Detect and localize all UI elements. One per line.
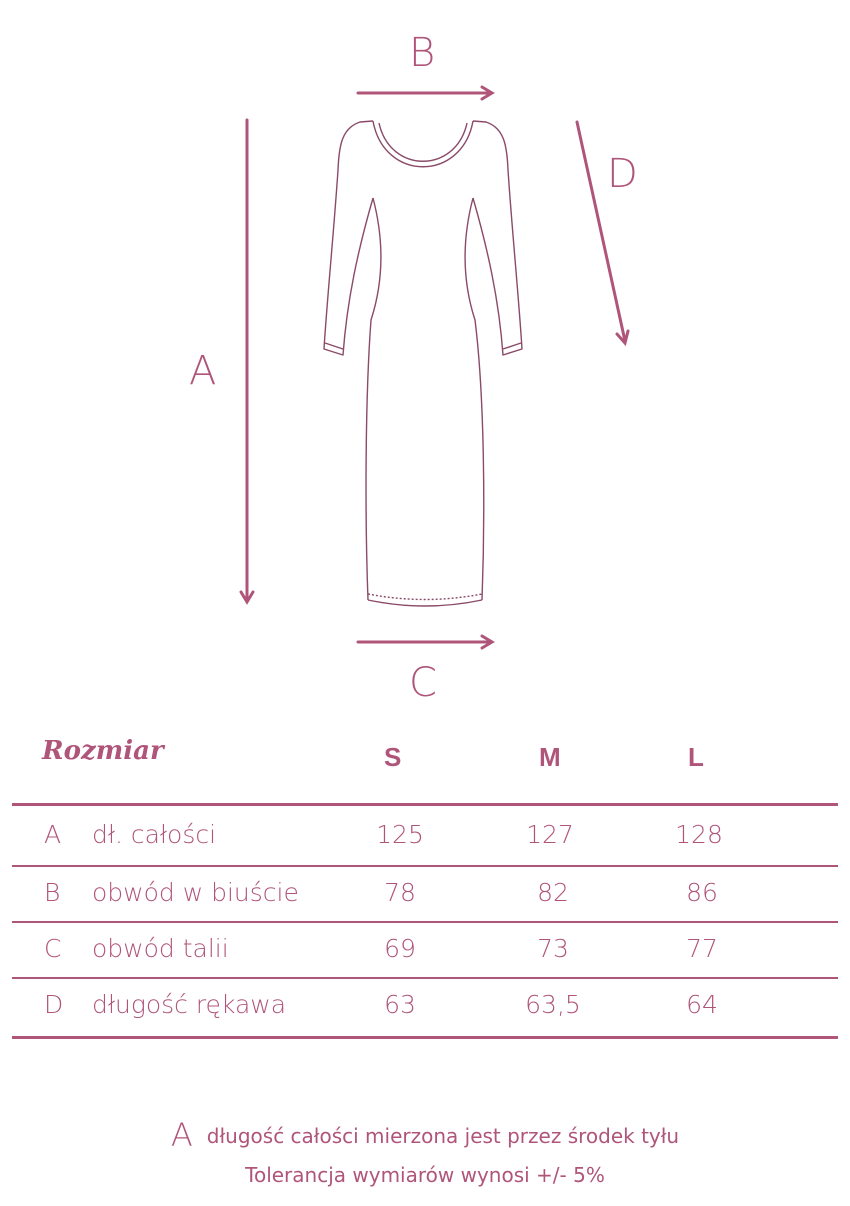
dress-outline	[324, 121, 522, 606]
row-d-s: 63	[384, 990, 416, 1019]
row-c-name: obwód talii	[92, 934, 229, 963]
table-rule-bottom	[12, 1036, 838, 1039]
row-b-s: 78	[384, 878, 416, 907]
footer-tolerance: Tolerancja wymiarów wynosi +/- 5%	[245, 1163, 605, 1187]
row-a-l: 128	[675, 820, 723, 849]
row-a-name: dł. całości	[92, 820, 217, 849]
label-c: C	[409, 660, 437, 706]
row-a-s: 125	[376, 820, 424, 849]
row-b-l: 86	[686, 878, 718, 907]
row-d-l: 64	[686, 990, 718, 1019]
footer-note	[0, 1116, 850, 1154]
row-a-key: A	[44, 820, 62, 849]
row-c-key: C	[44, 934, 62, 963]
row-b-name: obwód w biuście	[92, 878, 299, 907]
table-rule	[12, 977, 838, 979]
size-m-header: M	[539, 742, 561, 772]
footer-note-text: długość całości mierzona jest przez środek tyłu	[206, 1124, 680, 1148]
size-l-header: L	[688, 742, 704, 772]
row-d-name: długość rękawa	[92, 990, 287, 1019]
row-d-key: D	[44, 990, 64, 1019]
row-d-m: 63,5	[525, 990, 581, 1019]
row-b-key: B	[44, 878, 61, 907]
row-c-m: 73	[537, 934, 569, 963]
table-rule	[12, 921, 838, 923]
label-d: D	[607, 151, 638, 197]
row-c-l: 77	[686, 934, 718, 963]
row-c-s: 69	[384, 934, 416, 963]
row-b-m: 82	[537, 878, 569, 907]
table-rule-top	[12, 803, 838, 806]
measure-arrows	[241, 87, 628, 648]
row-a-m: 127	[526, 820, 574, 849]
table-rule	[12, 865, 838, 867]
table-title: Rozmiar	[42, 736, 164, 766]
size-s-header: S	[384, 742, 402, 772]
label-b: B	[409, 30, 436, 76]
label-a: A	[189, 348, 217, 394]
footer-note-key: A	[170, 1116, 193, 1154]
